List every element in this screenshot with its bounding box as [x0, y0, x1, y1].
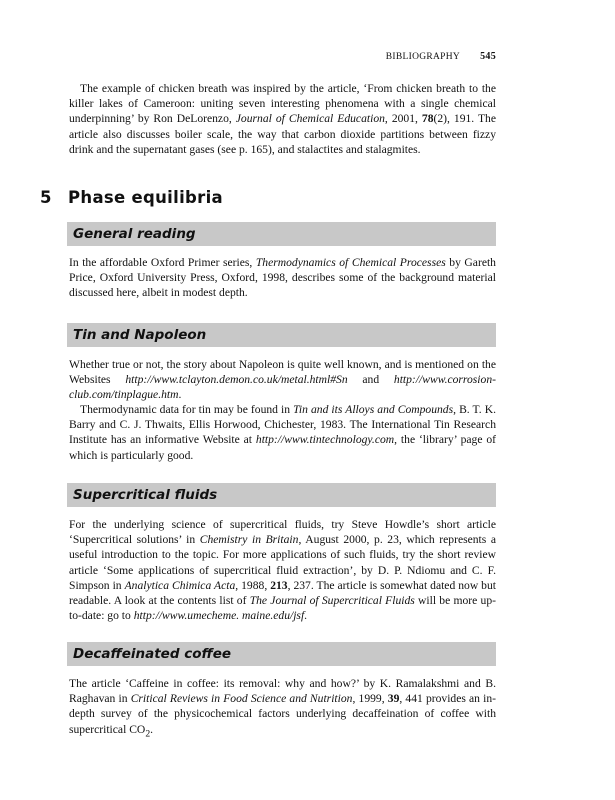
general-text: In the affordable Oxford Primer series,: [69, 256, 256, 269]
supercritical-text: will be more up-to-date: go to: [69, 594, 496, 623]
section-heading-decaffeinated-coffee: [67, 642, 496, 666]
supercritical-text: For the underlying science of supercritical fluids, try Steve Howdle’s short article ‘Supercritical solutions’ in: [69, 518, 496, 547]
tin-text: Whether true or not, the story about Napoleon is quite well known, and is mentioned on the Websites: [69, 358, 496, 387]
supercritical-text: , August 2000, p. 23, which represents a useful introduction to the topic. For more applications of such fluids, try the short review article ‘Some applications of supercritical fluid extraction’, by D. P. Ndiomu and C. F. Simpson in: [69, 533, 497, 592]
section-heading-label: Decaffeinated coffee: [73, 646, 232, 662]
general-text: by Gareth Price, Oxford University Press, Oxford, 1998, describes some of the background material discussed here, albeit in modest depth.: [69, 256, 496, 300]
tin-paragraph-data: [69, 402, 496, 463]
supercritical-journal-title: Analytica Chimica Acta: [124, 578, 236, 592]
chapter-number: 5: [40, 188, 52, 207]
tin-url-tclayton[interactable]: http://www.tclayton.demon.co.uk/metal.html#Sn: [125, 373, 348, 387]
section-heading-label: Supercritical fluids: [73, 487, 218, 503]
supercritical-paragraph: [69, 517, 496, 623]
supercritical-journal-title: The Journal of Supercritical Fluids: [249, 594, 415, 608]
running-title: BIBLIOGRAPHY: [385, 52, 461, 62]
tin-text: , B. T. K. Barry and C. J. Thwaits, Ellis Horwood, Chichester, 1983. The International Tin Research Institute has an informative Website at: [69, 403, 496, 447]
supercritical-magazine-title: Chemistry in Britain: [199, 533, 299, 547]
section-heading-tin-and-napoleon: [67, 323, 496, 347]
section-heading-label: General reading: [73, 226, 196, 242]
decaf-volume: 39: [387, 692, 400, 706]
tin-book-title: Tin and its Alloys and Compounds: [293, 403, 454, 416]
intro-paragraph: [69, 81, 496, 157]
supercritical-volume: 213: [270, 578, 288, 592]
decaf-paragraph: [69, 676, 496, 741]
decaf-journal-title: Critical Reviews in Food Science and Nutrition: [130, 692, 353, 706]
supercritical-text: , 237. The article is somewhat dated now but readable. A look at the contents list of: [69, 578, 496, 608]
chapter-title: Phase equilibria: [68, 188, 223, 207]
co2-subscript: 2: [145, 727, 151, 739]
tin-url-tintechnology[interactable]: http://www.tintechnology.com: [255, 433, 395, 447]
intro-text: The example of chicken breath was inspired by the article, ‘From chicken breath to the killer lakes of Cameroon: uniting seven interesting phenomena with a single chemical underpinning’ by Ron DeLorenzo,: [69, 82, 496, 126]
intro-journal: Journal of Chemical Education: [235, 112, 385, 126]
intro-text: (2), 191. The article also discusses boiler scale, the way that carbon dioxide partitions between fizzy drink and the supernatant gases (see p. 165), and stalactites and stalagmites.: [69, 112, 496, 156]
supercritical-text: , 1988,: [235, 578, 271, 592]
decaf-text: The article ‘Caffeine in coffee: its removal: why and how?’ by K. Ramalakshmi and B. Raghavan in: [69, 677, 496, 706]
decaf-text: .: [150, 722, 154, 736]
section-heading-general-reading: [67, 222, 496, 246]
section-heading-supercritical-fluids: [67, 483, 496, 507]
page-number: 545: [480, 51, 496, 62]
intro-volume: 78: [421, 112, 434, 126]
supercritical-text: .: [304, 609, 308, 623]
tin-text: .: [178, 388, 182, 402]
tin-paragraph-websites: [69, 357, 496, 403]
general-book-title: Thermodynamics of Chemical Processes: [255, 256, 446, 269]
chapter-heading: [40, 188, 223, 207]
tin-text: Thermodynamic data for tin may be found in: [80, 403, 294, 416]
supercritical-url[interactable]: http://www.umecheme. maine.edu/jsf: [133, 609, 305, 623]
tin-url-corrosion-club[interactable]: http://www.corrosion-club.com/tinplague.htm: [69, 373, 496, 402]
tin-text: and: [347, 373, 394, 387]
tin-text: , the ‘library’ page of which is particularly good.: [69, 433, 496, 462]
section-heading-label: Tin and Napoleon: [73, 327, 207, 343]
decaf-text: , 441 provides an in-depth survey of the physicochemical factors underlying decaffeination of coffee with supercritical CO: [69, 692, 497, 736]
intro-text: , 2001,: [384, 112, 422, 126]
running-head: [0, 51, 496, 62]
decaf-text: , 1999,: [352, 692, 388, 706]
general-reading-paragraph: [69, 255, 496, 301]
